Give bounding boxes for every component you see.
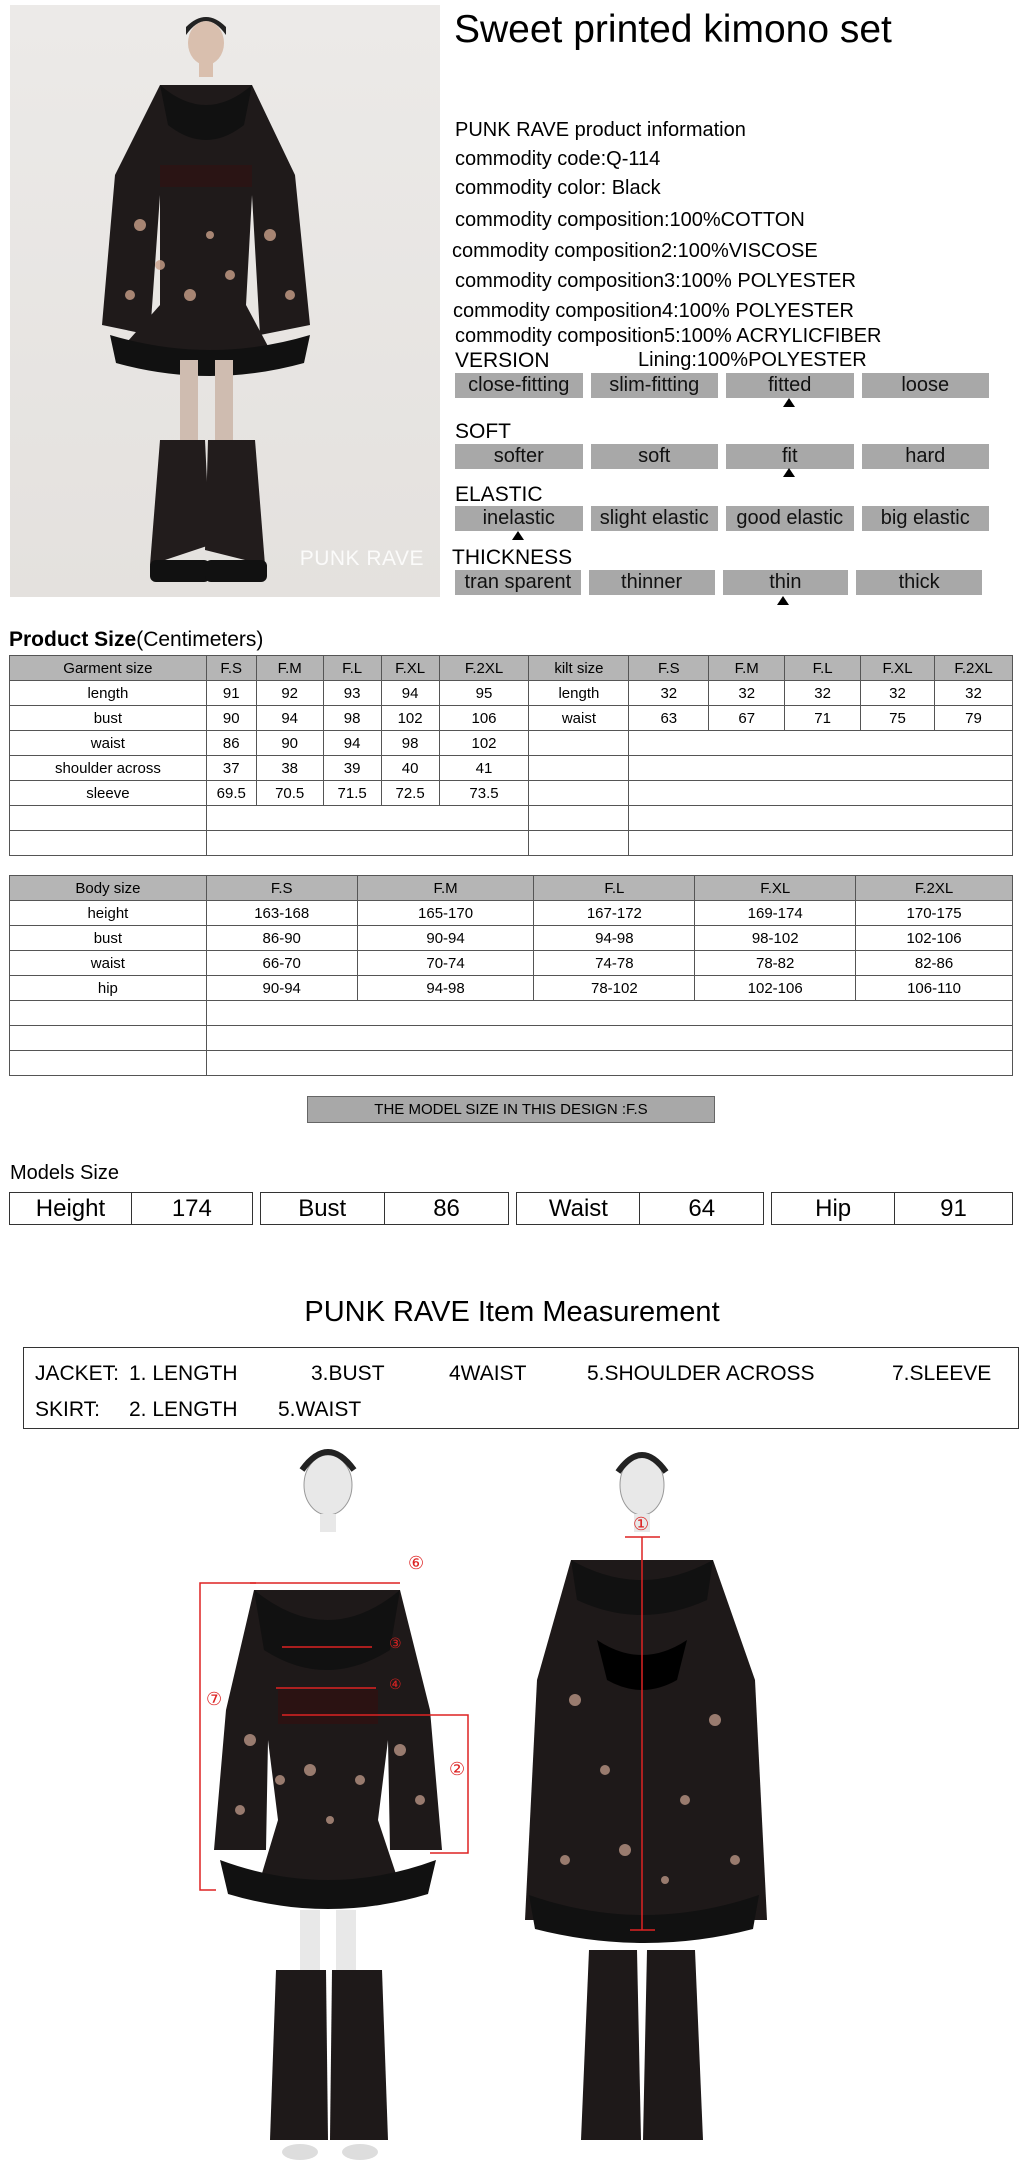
marker-4: ④ [389, 1676, 402, 1692]
table-row: shoulder across 37 38 39 40 41 [10, 756, 1013, 781]
legend-item: 4WAIST [449, 1362, 527, 1385]
scale-option: good elastic [726, 506, 854, 531]
table-header-row: Garment size F.S F.M F.L F.XL F.2XL kilt size F.S F.M F.L F.XL F.2XL [10, 656, 1013, 681]
detail-lining: Lining:100%POLYESTER [638, 349, 867, 371]
scale-option: big elastic [862, 506, 990, 531]
product-photo [10, 5, 440, 597]
table-row: sleeve 69.5 70.5 71.5 72.5 73.5 [10, 781, 1013, 806]
table-row [10, 1051, 1013, 1076]
table-row [10, 831, 1013, 856]
jacket-label: JACKET: [35, 1362, 120, 1385]
scale-option: thick [856, 570, 982, 595]
measurement-legend [23, 1347, 1019, 1429]
watermark: PUNK RAVE [299, 547, 424, 570]
scale-option: thin [723, 570, 849, 595]
table-row: bust 90 94 98 102 106 waist 63 67 71 75 79 [10, 706, 1013, 731]
scale-elastic [455, 506, 989, 531]
models-size-title: Models Size [10, 1162, 119, 1184]
scale-option: loose [862, 373, 990, 398]
scale-option: close-fitting [455, 373, 583, 398]
marker-1: ① [633, 1514, 650, 1534]
detail-composition2: commodity composition2:100%VISCOSE [452, 240, 818, 262]
table-row: waist 86 90 94 98 102 [10, 731, 1013, 756]
marker-6: ⑥ [408, 1553, 425, 1573]
scale-label-thickness: THICKNESS [452, 546, 573, 569]
table-header-row: Body size F.S F.M F.L F.XL F.2XL [10, 876, 1013, 901]
table-row [10, 1026, 1013, 1051]
product-title: Sweet printed kimono set [454, 8, 892, 51]
selection-marker [512, 531, 524, 540]
scale-version [455, 373, 989, 398]
scale-option: fitted [726, 373, 854, 398]
detail-color: commodity color: Black [455, 177, 661, 199]
model-size-note: THE MODEL SIZE IN THIS DESIGN :F.S [307, 1096, 715, 1123]
scale-label-elastic: ELASTIC [455, 483, 543, 506]
legend-item: 1. LENGTH [129, 1362, 238, 1385]
detail-composition3: commodity composition3:100% POLYESTER [455, 270, 856, 292]
selection-marker [777, 596, 789, 605]
model-figure [10, 5, 440, 597]
product-size-table [9, 655, 1013, 856]
scale-soft [455, 444, 989, 469]
skirt-label: SKIRT: [35, 1398, 100, 1421]
legend-item: 2. LENGTH [129, 1398, 238, 1421]
legend-item: 7.SLEEVE [892, 1362, 992, 1385]
table-row: bust 86-90 90-94 94-98 98-102 102-106 [10, 926, 1013, 951]
table-row: height 163-168 165-170 167-172 169-174 170-175 [10, 901, 1013, 926]
scale-option: softer [455, 444, 583, 469]
table-row: length 91 92 93 94 95 length 32 32 32 32 32 [10, 681, 1013, 706]
detail-code: commodity code:Q-114 [455, 148, 661, 170]
table-row: Height 174 Bust 86 Waist 64 Hip 91 [10, 1193, 1013, 1225]
scale-option: slight elastic [591, 506, 719, 531]
selection-marker [783, 468, 795, 477]
table-row [10, 1001, 1013, 1026]
table-row: waist 66-70 70-74 74-78 78-82 82-86 [10, 951, 1013, 976]
selection-marker [783, 398, 795, 407]
scale-option: soft [591, 444, 719, 469]
scale-option: tran sparent [455, 570, 581, 595]
legend-item: 5.SHOULDER ACROSS [587, 1362, 815, 1385]
scale-option: slim-fitting [591, 373, 719, 398]
scale-thickness [455, 570, 982, 595]
product-size-title: Product Size(Centimeters) [9, 628, 264, 651]
models-size-table [9, 1192, 1013, 1225]
detail-composition: commodity composition:100%COTTON [455, 209, 805, 231]
table-row [10, 806, 1013, 831]
scale-option: fit [726, 444, 854, 469]
detail-composition5: commodity composition5:100% ACRYLICFIBER [455, 325, 882, 347]
back-view-figure [515, 1440, 785, 2165]
legend-item: 5.WAIST [278, 1398, 362, 1421]
table-row: hip 90-94 94-98 78-102 102-106 106-110 [10, 976, 1013, 1001]
marker-2: ② [449, 1759, 466, 1779]
scale-label-soft: SOFT [455, 420, 511, 443]
detail-composition4: commodity composition4:100% POLYESTER [453, 300, 854, 322]
front-view-figure [190, 1440, 490, 2165]
marker-7: ⑦ [206, 1689, 223, 1709]
measurement-title: PUNK RAVE Item Measurement [304, 1296, 720, 1328]
body-size-table [9, 875, 1013, 1076]
scale-label-version: VERSION [455, 349, 550, 372]
scale-option: hard [862, 444, 990, 469]
legend-item: 3.BUST [311, 1362, 385, 1385]
info-heading: PUNK RAVE product information [455, 119, 746, 141]
scale-option: inelastic [455, 506, 583, 531]
marker-3: ③ [389, 1635, 402, 1651]
scale-option: thinner [589, 570, 715, 595]
